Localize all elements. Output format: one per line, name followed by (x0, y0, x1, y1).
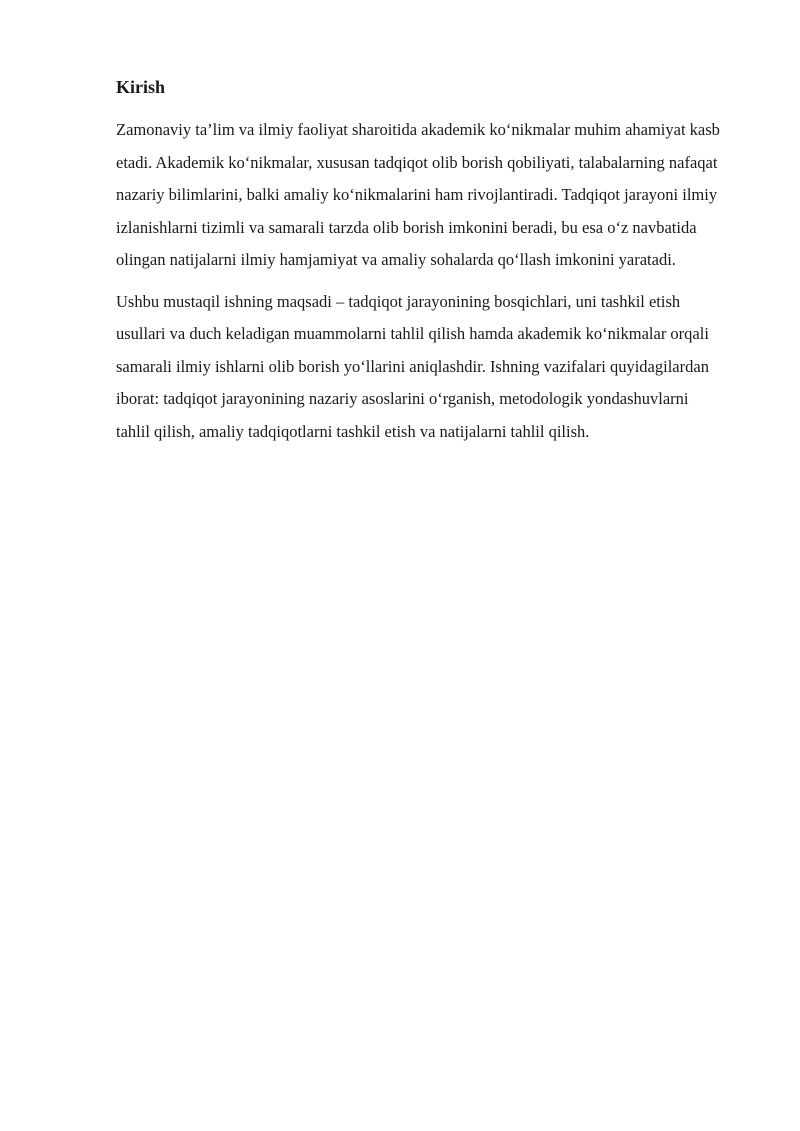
paragraph-intro: Zamonaviy ta’lim va ilmiy faoliyat sharoitida akademik ko‘nikmalar muhim ahamiyat kasb etadi. Akademik ko‘nikmalar, xususan tadqiqot olib borish qobiliyati, talabalarning nafaqat nazariy bilimlarini, balki amaliy ko‘nikmalarini ham rivojlantiradi. Tadqiqot jarayoni ilmiy izlanishlarni tizimli va samarali tarzda olib borish imkonini beradi, bu esa o‘z navbatida olingan natijalarni ilmiy hamjamiyat va amaliy sohalarda qo‘llash imkonini yaratadi. (116, 120, 720, 269)
paragraph-purpose: Ushbu mustaqil ishning maqsadi – tadqiqot jarayonining bosqichlari, uni tashkil etish usullari va duch keladigan muammolarni tahlil qilish hamda akademik ko‘nikmalar orqali samarali ilmiy ishlarni olib borish yo‘llarini aniqlashdir. Ishning vazifalari quyidagilardan iborat: tadqiqot jarayonining nazariy asoslarini o‘rganish, metodologik yondashuvlarni tahlil qilish, amaliy tadqiqotlarni tashkil etish va natijalarni tahlil qilish. (116, 291, 709, 441)
section-heading: Kirish (116, 77, 166, 97)
document-page (116, 74, 726, 457)
